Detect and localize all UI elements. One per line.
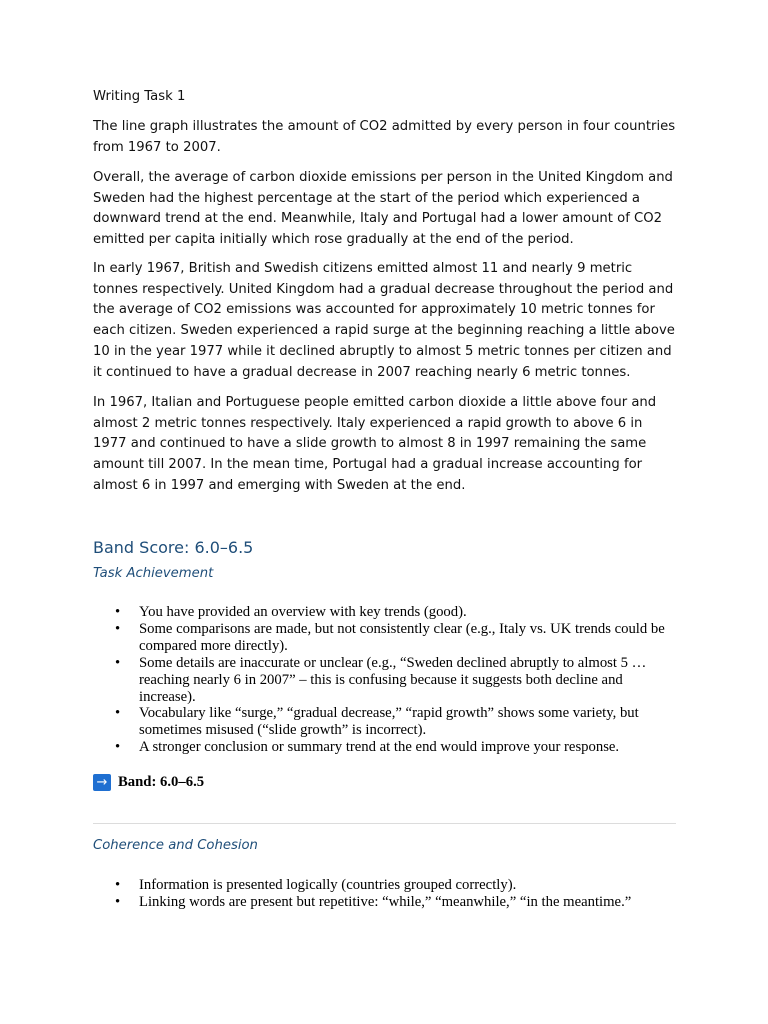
- paragraph-body-2: In 1967, Italian and Portuguese people emitted carbon dioxide a little above four and almost 2 metric tonnes respectively. Italy experienced a rapid growth to above 6 in 1977 and continued to have a slide growth to almost 8 in 1997 remaining the same amount till 2007. In the mean time, Portugal had a gradual increase accounting for almost 6 in 1997 and emerging with Sweden at the end.: [93, 395, 657, 493]
- coherence-list: [93, 877, 683, 911]
- list-item: [93, 705, 683, 739]
- bullet-icon: •: [115, 705, 121, 722]
- task-title: Writing Task 1: [93, 89, 186, 104]
- task-achievement-list: [93, 604, 683, 756]
- paragraph-body-1: In early 1967, British and Swedish citizens emitted almost 11 and nearly 9 metric tonnes respectively. United Kingdom had a gradual decrease throughout the period and the average of CO2 emissions was accounted for approximately 10 metric tonnes for each citizen. Sweden experienced a rapid surge at the beginning reaching a little above 10 in the year 1977 while it declined abruptly to almost 5 metric tonnes per citizen and it continued to have a gradual decrease in 2007 reaching nearly 6 metric tonnes.: [93, 261, 675, 380]
- section-divider: [93, 823, 676, 824]
- task-achievement-heading: Task Achievement: [93, 566, 214, 581]
- bullet-icon: •: [115, 893, 121, 910]
- coherence-heading: Coherence and Cohesion: [93, 838, 258, 853]
- list-item-text: Linking words are present but repetitive: “while,” “meanwhile,” “in the meantime.”: [139, 893, 632, 910]
- list-item-text: You have provided an overview with key trends (good).: [139, 604, 467, 620]
- bullet-icon: •: [115, 620, 121, 637]
- bullet-icon: •: [115, 654, 121, 671]
- list-item: [93, 894, 683, 911]
- list-item-text: A stronger conclusion or summary trend at the end would improve your response.: [139, 739, 620, 756]
- list-item: [93, 655, 683, 706]
- list-item: [93, 604, 683, 621]
- paragraph-introduction: The line graph illustrates the amount of CO2 admitted by every person in four countries from 1967 to 2007.: [93, 119, 676, 155]
- list-item: [93, 621, 683, 655]
- band-score-heading: Band Score: 6.0–6.5: [93, 538, 254, 557]
- band-result-label: Band: 6.0–6.5: [118, 774, 205, 790]
- list-item-text: Vocabulary like “surge,” “gradual decrease,” “rapid growth” shows some variety, but sometimes misused (“slide growth” is incorrect).: [139, 705, 639, 739]
- list-item-text: Some details are inaccurate or unclear (e.g., “Sweden declined abruptly to almost 5 … reaching nearly 6 in 2007” – this is confusing because it suggests both decline and increase).: [139, 654, 647, 705]
- bullet-icon: •: [115, 877, 121, 893]
- list-item: [93, 877, 683, 894]
- paragraph-overview: Overall, the average of carbon dioxide emissions per person in the United Kingdom and Sweden had the highest percentage at the start of the period which experienced a downward trend at the end. Meanwhile, Italy and Portugal had a lower amount of CO2 emitted per capita initially which rose gradually at the end of the period.: [93, 170, 673, 248]
- list-item-text: Information is presented logically (countries grouped correctly).: [139, 877, 517, 893]
- band-result: [93, 774, 204, 791]
- right-arrow-icon: →: [93, 774, 111, 791]
- bullet-icon: •: [115, 604, 121, 620]
- list-item-text: Some comparisons are made, but not consistently clear (e.g., Italy vs. UK trends could be compared more directly).: [139, 620, 665, 654]
- list-item: [93, 739, 683, 756]
- bullet-icon: •: [115, 739, 121, 756]
